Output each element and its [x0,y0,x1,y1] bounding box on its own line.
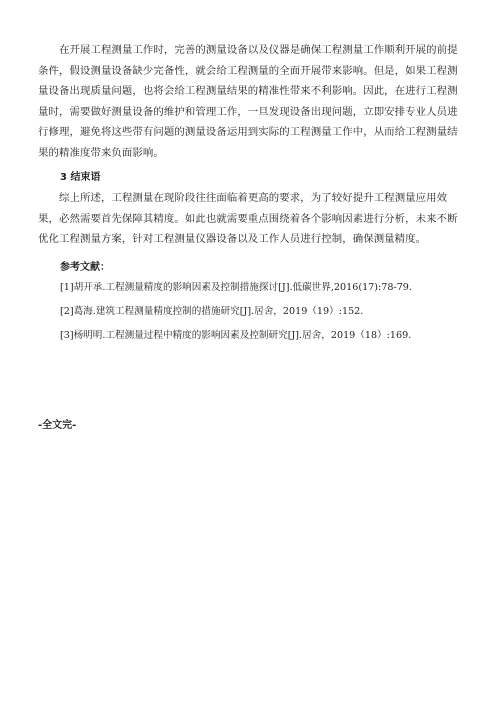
text-line: 果的精准度带来负面影响。 [38,146,164,159]
text-line: 果，必然需要首先保障其精度。如此也就需要重点围绕着各个影响因素进行分析，未来不断 [38,212,458,225]
reference-item: [3]杨明明.工程测量过程中精度的影响因素及控制研究[J].居舍，2019（18）:169. [60,330,412,341]
reference-item: [1]胡开承.工程测量精度的影响因素及控制措施探讨[J].低碳世界,2016(17):78-79. [60,282,412,293]
text-line: 条件，假设测量设备缺少完备性，就会给工程测量的全面开展带来影响。但是，如果工程测 [38,64,458,77]
text-line: 优化工程测量方案，针对工程测量仪器设备以及工作人员进行控制，确保测量精度。 [38,233,427,245]
section-heading-conclusion: 3 结束语 [60,172,101,183]
text-line: 综上所述，工程测量在现阶段往往面临着更高的要求，为了较好提升工程测量应用效 [59,192,448,204]
text-line: 量设备出现质量问题，也将会给工程测量结果的精准性带来不利影响。因此，在进行工程测 [38,85,458,97]
reference-item: [2]葛海.建筑工程测量精度控制的措施研究[J].居舍，2019（19）:152. [60,306,364,317]
text-line: 行修理，避免将这些带有问题的测量设备运用到实际的工程测量工作中，从而给工程测量结 [38,126,458,138]
body-paragraph-conclusion [38,188,463,250]
section-heading-references: 参考文献： [60,262,110,273]
text-line: 在开展工程测量工作时，完善的测量设备以及仪器是确保工程测量工作顺利开展的前提 [59,44,458,56]
text-line: 量时，需要做好测量设备的维护和管理工作，一旦发现设备出现问题，立即安排专业人员进 [38,105,458,118]
end-of-document-mark: -全文完- [38,420,77,431]
body-paragraph-equipment [38,40,463,163]
